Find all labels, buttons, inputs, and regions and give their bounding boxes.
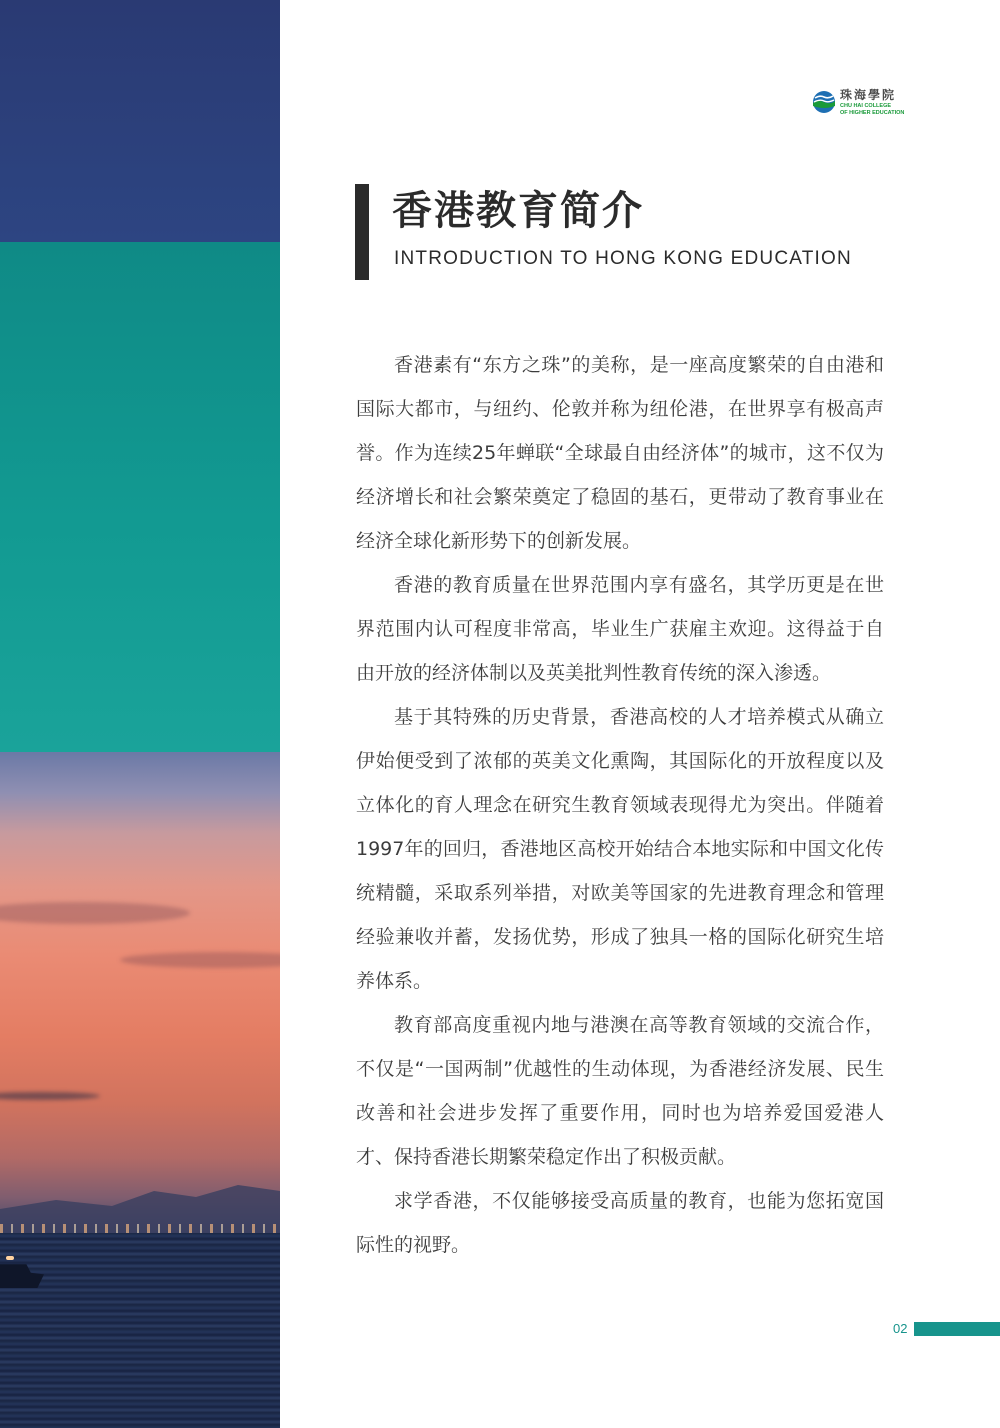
page-subtitle: INTRODUCTION TO HONG KONG EDUCATION bbox=[394, 248, 852, 269]
paragraph: 求学香港，不仅能够接受高质量的教育，也能为您拓宽国际性的视野。 bbox=[356, 1190, 884, 1256]
harbor-water bbox=[0, 1233, 280, 1428]
harbor-sunset-photo bbox=[0, 752, 280, 1428]
paragraph: 香港的教育质量在世界范围内享有盛名，其学历更是在世界范围内认可程度非常高，毕业生广获雇主欢迎。这得益于自由开放的经济体制以及英美批判性教育传统的深入渗透。 bbox=[356, 574, 884, 684]
heading-accent-bar bbox=[355, 184, 369, 280]
paragraph: 基于其特殊的历史背景，香港高校的人才培养模式从确立伊始便受到了浓郁的英美文化熏陶，其国际化的开放程度以及立体化的育人理念在研究生教育领域表现得尤为突出。伴随着1997年的回归，香港地区高校开始结合本地实际和中国文化传统精髓，采取系列举措，对欧美等国家的先进教育理念和管理经验兼收并蓄，发扬优势，形成了独具一格的国际化研究生培养体系。 bbox=[356, 706, 884, 992]
article-body bbox=[356, 343, 884, 1267]
college-logo bbox=[812, 88, 916, 120]
logo-english-line2: OF HIGHER EDUCATION bbox=[840, 109, 905, 116]
teal-color-band bbox=[0, 242, 280, 752]
paragraph: 教育部高度重视内地与港澳在高等教育领域的交流合作，不仅是“一国两制”优越性的生动体现，为香港经济发展、民生改善和社会进步发挥了重要作用，同时也为培养爱国爱港人才、保持香港长期繁荣稳定作出了积极贡献。 bbox=[356, 1014, 884, 1168]
left-decorative-column bbox=[0, 0, 280, 1428]
logo-english-line1: CHU HAI COLLEGE bbox=[840, 103, 892, 109]
logo-english-name bbox=[840, 103, 904, 116]
paragraph: 香港素有“东方之珠”的美称，是一座高度繁荣的自由港和国际大都市，与纽约、伦敦并称为纽伦港，在世界享有极高声誉。作为连续25年蝉联“全球最自由经济体”的城市，这不仅为经济增长和社会繁荣奠定了稳固的基石，更带动了教育事业在经济全球化新形势下的创新发展。 bbox=[356, 354, 884, 552]
page-title: 香港教育简介 bbox=[392, 188, 644, 234]
page-number-accent-bar bbox=[914, 1322, 1000, 1336]
page-number: 02 bbox=[893, 1321, 908, 1336]
college-logo-icon bbox=[812, 90, 836, 114]
logo-chinese-name: 珠海學院 bbox=[840, 88, 897, 102]
blue-color-band bbox=[0, 0, 280, 242]
